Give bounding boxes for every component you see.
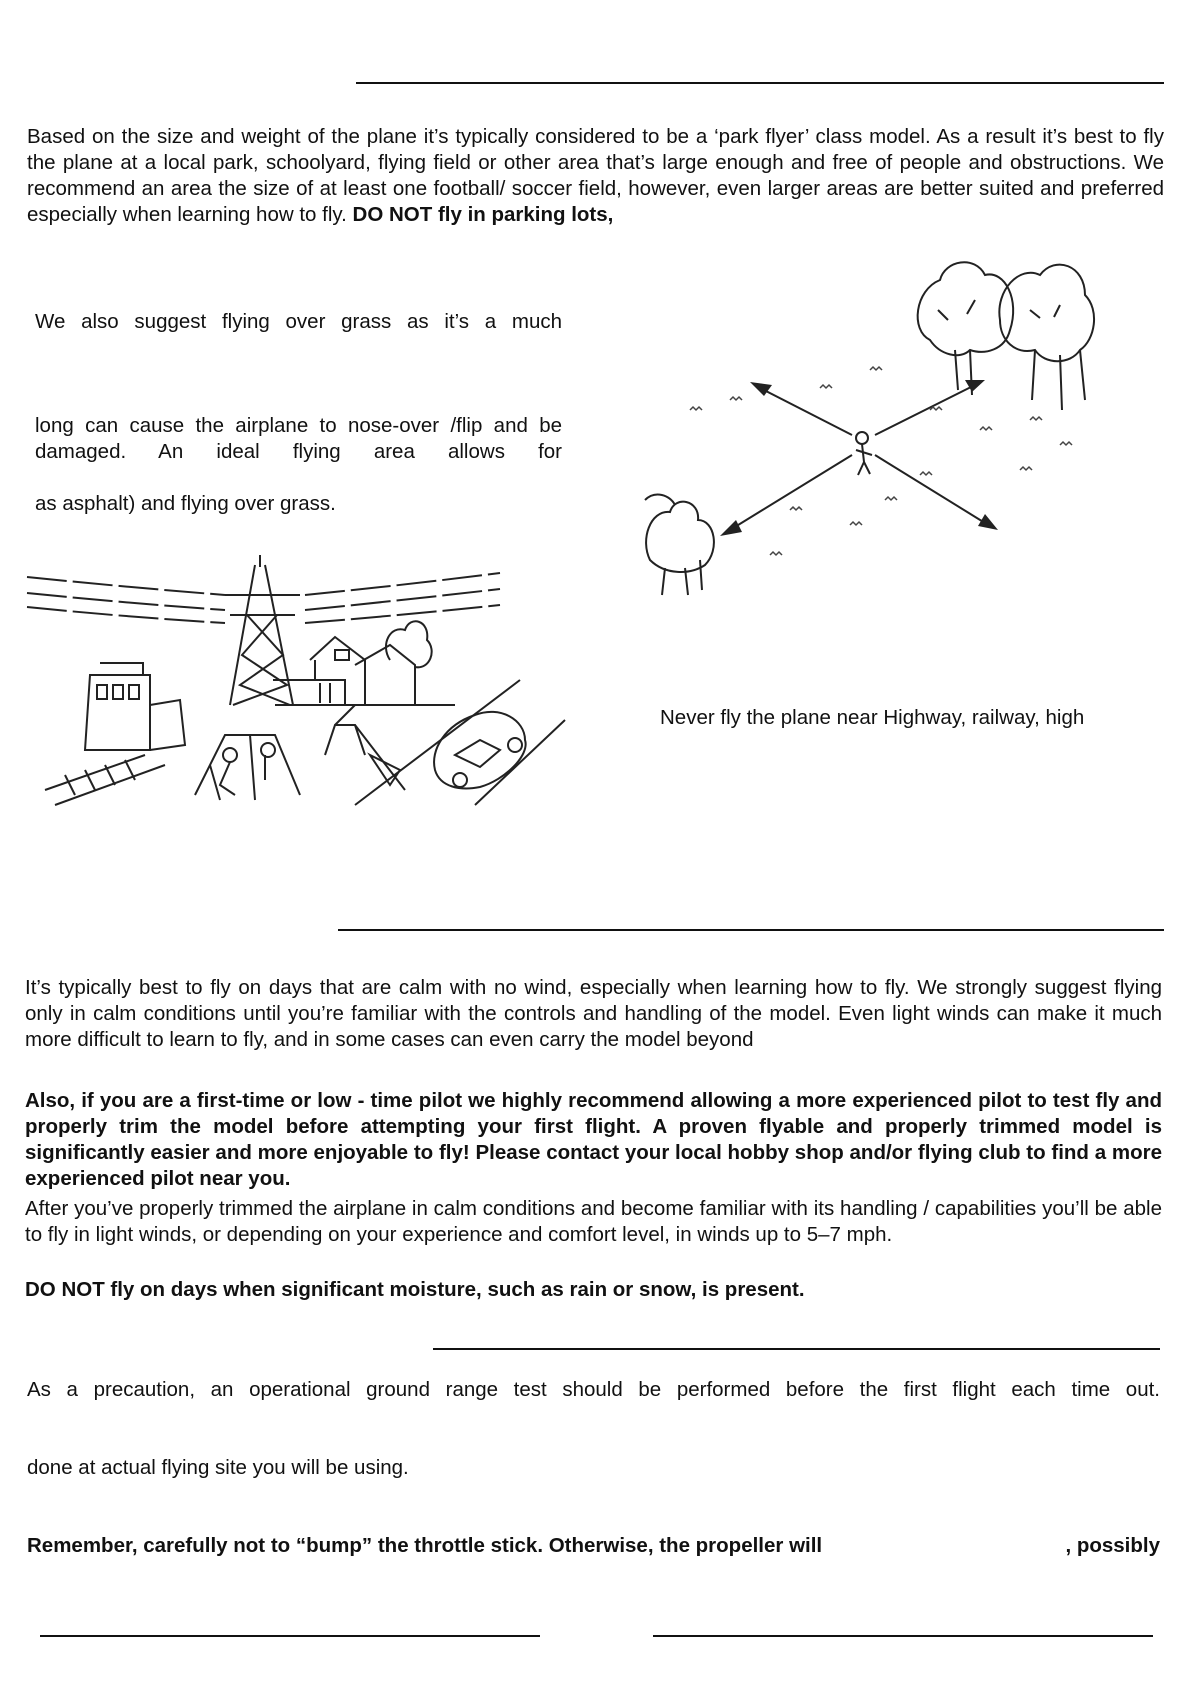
paragraph-wind: It’s typically best to fly on days that are calm with no wind, especially when learning how to fly. We strongly suggest flying only in calm conditions until you’re familiar with the controls and handling of the model. Even light winds can make it much more difficult to learn to fly, and in some cases can even carry the model beyond	[25, 976, 1162, 1051]
paragraph-trimmed: After you’ve properly trimmed the airplane in calm conditions and become familiar with its handling / capabilities you’ll be able to fly in light winds, or depending on your experience and comfort level, in winds up to 5–7 mph.	[25, 1197, 1162, 1246]
grass-line-3: as asphalt) and flying over grass.	[35, 492, 336, 515]
remember-label: Remember,	[27, 1534, 138, 1557]
paragraph-flying-site-test: done at actual flying site you will be using.	[27, 1456, 409, 1479]
remember-tail: , possibly	[1065, 1534, 1160, 1557]
paragraph-first-time-pilot: Also, if you are a first-time or low - time pilot we highly recommend allowing a more experienced pilot to test fly and properly trim the model before attempting your first flight. A proven flyable and properly trimmed model is significantly easier and more enjoyable to fly! Please contact your local hobby shop and/or flying club to find a more experienced pilot near you.	[25, 1089, 1162, 1190]
parking-lots-warning: DO NOT fly in parking lots,	[352, 203, 614, 226]
paragraph-moisture: DO NOT fly on days when significant moisture, such as rain or snow, is present.	[25, 1278, 805, 1301]
paragraph-flying-site	[27, 124, 1164, 228]
grass-line-2: long can cause the airplane to nose-over /flip and be damaged. An ideal flying area allows for	[35, 414, 562, 463]
heading-rule-bottom-left	[40, 1635, 540, 1637]
remember-body: carefully not to “bump” the throttle stick. Otherwise, the propeller will	[143, 1534, 823, 1557]
flying-field-illustration	[640, 250, 1110, 610]
heading-rule-bottom-right	[653, 1635, 1153, 1637]
heading-rule-range-test	[433, 1348, 1160, 1350]
hazards-caption: Never fly the plane near Highway, railway, high	[660, 706, 1085, 729]
heading-rule-flying-site	[356, 82, 1164, 84]
heading-rule-weather	[338, 929, 1164, 931]
paragraph-flying-site-text: Based on the size and weight of the plane it’s typically considered to be a ‘park flyer’ class model. As a result it’s best to fly the plane at a local park, schoolyard, flying field or other area that’s large enough and free of people and obstructions. We recommend an area the size of at least one football/ soccer field, however, even larger areas are better suited and preferred especially when learning how to fly.	[27, 125, 1164, 226]
remember-line	[27, 1533, 1160, 1561]
hazards-illustration	[25, 555, 615, 895]
paragraph-precaution: As a precaution, an operational ground range test should be performed before the first flight each time out.	[27, 1378, 1160, 1401]
grass-line-1: We also suggest flying over grass as it’s a much	[35, 310, 562, 333]
remember-text	[143, 1534, 822, 1557]
